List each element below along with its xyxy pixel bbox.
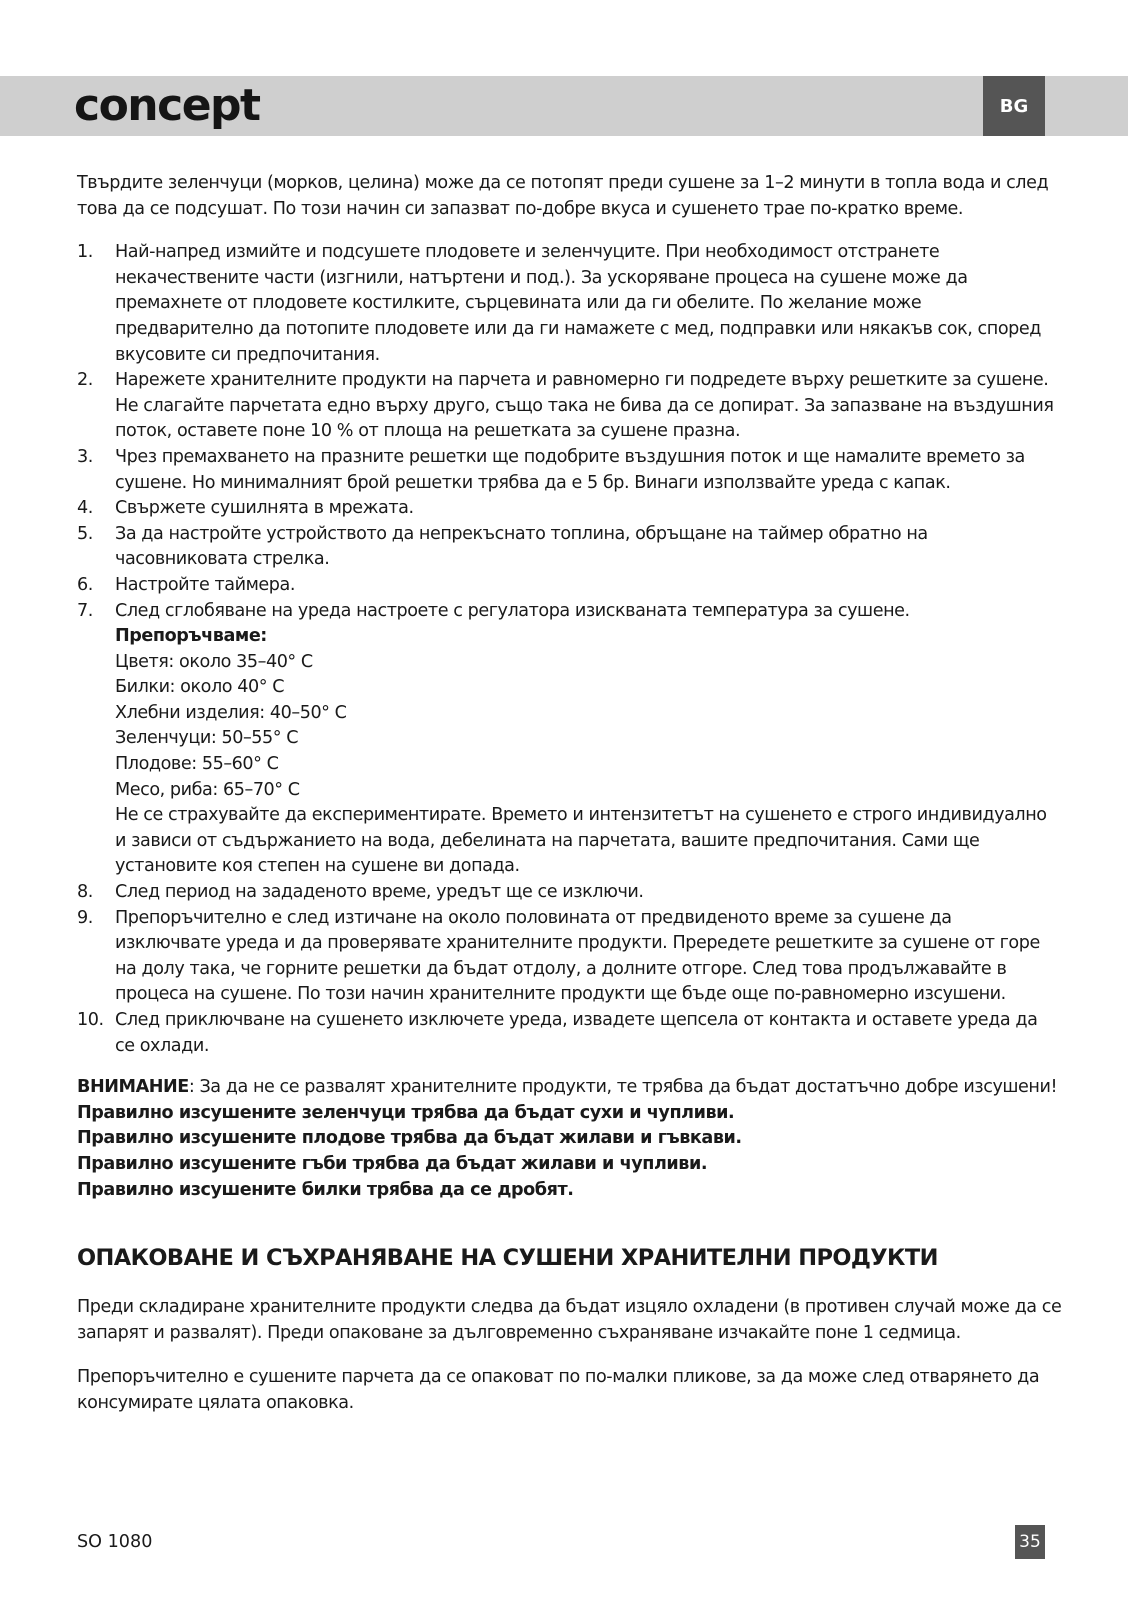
step-text: Нарежете хранителните продукти на парчета и равномерно ги подредете върху решетките за сушене. Не слагайте парчетата едно върху друго, също така не бива да се допират. За запазване на въздушния поток, оставете поне 10 % от площа на решетката за сушене празна. — [115, 370, 1054, 442]
section-paragraph: Препоръчително е сушените парчета да се опаковат по по-малки пликове, за да може след отварянето да консумирате цялата опаковка. — [77, 1367, 1040, 1413]
section-title: ОПАКОВАНЕ И СЪХРАНЯВАНЕ НА СУШЕНИ ХРАНИТЕЛНИ ПРОДУКТИ — [77, 1245, 938, 1272]
step-number: 10. — [77, 1010, 104, 1030]
step-text: Най-напред измийте и подсушете плодовете и зеленчуците. При необходимост отстранете некачествените части (изгнили, натъртени и под.). За ускоряване процеса на сушене може да премахнете от плодовете костилките, сърцевината или да ги обелите. По желание може предварително да потопите плодовете или да ги намажете с мед, подправки или някакъв сок, според вкусовите си предпочитания. — [115, 242, 1041, 365]
step-number: 8. — [77, 882, 93, 903]
section-paragraph: Преди складиране хранителните продукти следва да бъдат изцяло охладени (в противен случай може да се запарят и развалят). Преди опаковане за дълговременно съхраняване изчакайте поне 1 седмица. — [77, 1297, 1062, 1343]
warning-line — [77, 1075, 1062, 1101]
step-text: Препоръчително е след изтичане на около половината от предвиденото време за сушене да изключвате уреда и да проверявате хранителните продукти. Прередете решетките за сушене от горе на долу така, че горните решетки да бъдат отдолу, а долните отгоре. След това продължавайте в процеса на сушене. По този начин хранителните продукти ще бъде още по-равномерно изсушени. — [115, 907, 1040, 1005]
step-number: 9. — [77, 907, 93, 928]
step-number: 5. — [77, 523, 93, 544]
step-text: Свържете сушилнята в мрежата. — [115, 498, 414, 519]
warning-block — [77, 1075, 1062, 1203]
instruction-steps — [77, 240, 1062, 1059]
step-number: 7. — [77, 600, 93, 621]
step-text: За да настройте устройството да непрекъснато топлина, обръщане на таймер обратно на часовниковата стрелка. — [115, 523, 928, 570]
step-text: След приключване на сушенето изключете уреда, извадете щепсела от контакта и оставете уреда да се охлади. — [115, 1010, 1038, 1056]
step-number: 6. — [77, 574, 93, 595]
warning-line: Правилно изсушените зеленчуци трябва да бъдат сухи и чупливи. — [77, 1102, 735, 1123]
step-number: 2. — [77, 370, 93, 391]
temperature-item: Цветя: около 35–40° C — [115, 651, 313, 672]
list-item — [77, 368, 1062, 445]
temperature-item: Билки: около 40° C — [115, 677, 285, 698]
warning-text: : За да не се развалят хранителните продукти, те трябва да бъдат достатъчно добре изсушени! — [188, 1077, 1058, 1098]
step-number: 3. — [77, 446, 93, 467]
warning-line: Правилно изсушените билки трябва да се дробят. — [77, 1179, 574, 1200]
list-item — [77, 599, 1062, 881]
language-badge: BG — [983, 76, 1045, 136]
step-number: 1. — [77, 242, 93, 263]
brand-logo: concept — [74, 80, 260, 131]
step-text: След сглобяване на уреда настроете с регулатора изискваната температура за сушене. — [115, 600, 910, 621]
temperature-item: Зеленчуци: 50–55° C — [115, 728, 299, 749]
temperature-item: Хлебни изделия: 40–50° C — [115, 702, 347, 723]
step-text: Настройте таймера. — [115, 574, 295, 595]
list-item — [77, 445, 1062, 496]
experiment-note: Не се страхувайте да експериментирате. Времето и интензитетът на сушенето е строго индивидуално и зависи от съдържанието на вода, дебелината на парчетата, вашите предпочитания. Сами ще установите коя степен на сушене ви допада. — [115, 805, 1047, 877]
model-number: SO 1080 — [77, 1532, 153, 1552]
recommend-label: Препоръчваме: — [115, 626, 267, 647]
list-item — [77, 1008, 1062, 1059]
step-text: Чрез премахването на празните решетки ще подобрите въздушния поток и ще намалите времето за сушене. Но минималният брой решетки трябва да е 5 бр. Винаги използвайте уреда с капак. — [115, 446, 1025, 493]
list-item — [77, 880, 1062, 906]
document-body — [77, 171, 1062, 1436]
warning-line: Правилно изсушените гъби трябва да бъдат жилави и чупливи. — [77, 1153, 708, 1174]
list-item — [77, 906, 1062, 1008]
list-item — [77, 240, 1062, 368]
temperature-item: Плодове: 55–60° C — [115, 754, 279, 775]
list-item — [77, 522, 1062, 573]
warning-label: ВНИМАНИЕ — [77, 1077, 189, 1098]
warning-line: Правилно изсушените плодове трябва да бъдат жилави и гъвкави. — [77, 1128, 742, 1149]
intro-paragraph: Твърдите зеленчуци (морков, целина) може да се потопят преди сушене за 1–2 минути в топла вода и след това да се подсушат. По този начин си запазват по-добре вкуса и сушенето трае по-кратко време. — [77, 173, 1049, 219]
list-item — [77, 496, 1062, 522]
temperature-item: Месо, риба: 65–70° C — [115, 779, 300, 800]
list-item — [77, 573, 1062, 599]
step-text: След период на зададеното време, уредът ще се изключи. — [115, 882, 644, 903]
page-number: 35 — [1015, 1525, 1045, 1559]
step-number: 4. — [77, 498, 93, 519]
